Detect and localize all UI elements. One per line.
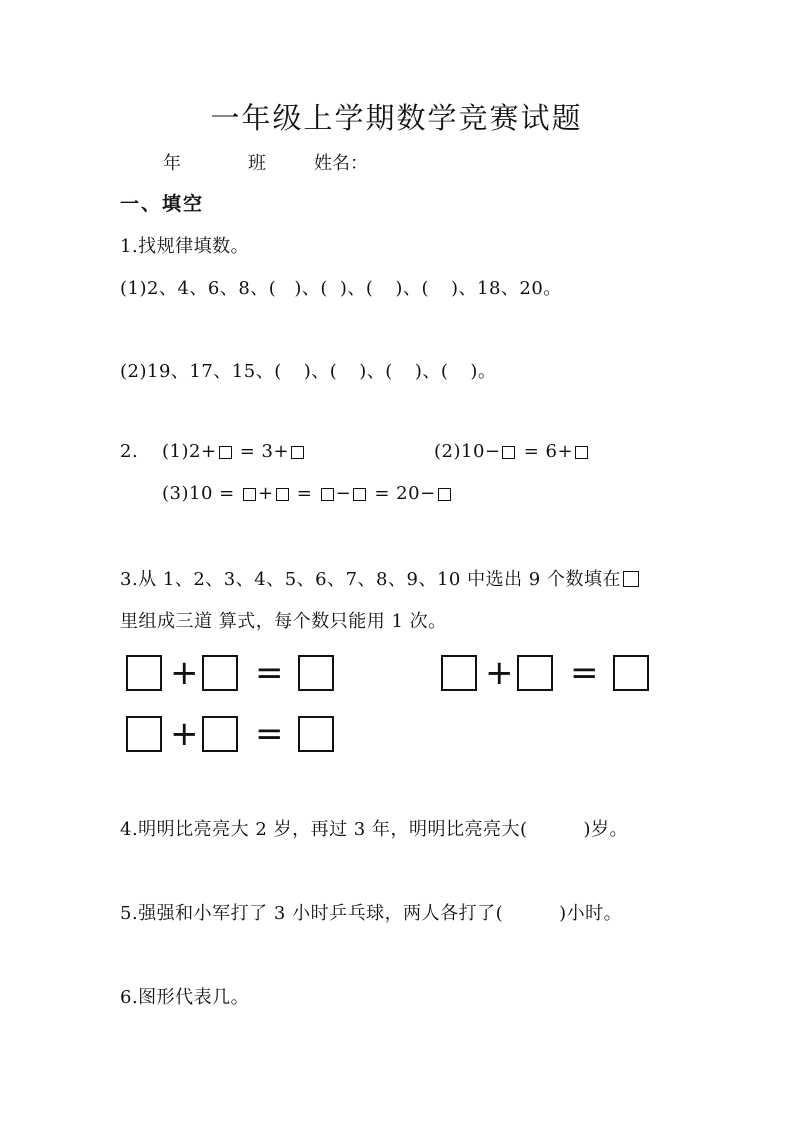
page-title: 一年级上学期数学竞赛试题 [210,101,583,135]
q5 [120,899,622,925]
q2-part1-left: (1)2+ [162,441,217,462]
q2-number: 2. [120,441,139,462]
answer-box[interactable] [298,716,334,752]
answer-box[interactable] [219,446,232,459]
answer-box[interactable] [243,488,256,501]
plus-sign: + [485,653,514,693]
q1-part1-sep1: )、( [294,278,328,299]
q3-line1-text: 3.从 1、2、3、4、5、6、7、8、9、10 中选出 9 个数填在 [120,569,621,590]
q1-part2-sep2: )、( [359,361,393,382]
q2-part2-right: = 6+ [517,441,574,462]
answer-box[interactable] [126,655,162,691]
answer-box[interactable] [575,446,588,459]
answer-box[interactable] [202,716,238,752]
answer-box[interactable] [517,655,553,691]
equals-sign: = [255,714,284,754]
q2-part3-e: = 20− [368,483,436,504]
plus-sign: + [170,653,199,693]
answer-box[interactable] [202,655,238,691]
q2-part3-d: − [335,483,352,504]
q1-stem: 1.找规律填数。 [120,236,250,257]
answer-box[interactable] [291,446,304,459]
answer-box[interactable] [321,488,334,501]
q1-part2-sep3: )、( [414,361,449,382]
q4 [120,815,628,841]
answer-box[interactable] [276,488,289,501]
q2-part2-left: (2)10− [434,441,501,462]
section-heading-fill-blanks: 一、填空 [120,193,205,215]
q1-part2-end: )。 [470,361,497,382]
q2-part3 [162,483,453,504]
answer-box[interactable] [298,655,334,691]
q3-line2: 里组成三道 算式，每个数只能用 1 次。 [120,611,447,632]
class-label: 班 [248,153,266,174]
name-label: 姓名： [314,153,368,174]
answer-box-icon [623,571,639,587]
q2-part2 [434,441,590,462]
answer-box[interactable] [502,446,515,459]
answer-box[interactable] [441,655,477,691]
answer-box[interactable] [353,488,366,501]
q6: 6.图形代表几。 [120,987,250,1008]
q2-part3-c: = [290,483,319,504]
equals-sign: = [570,653,599,693]
q1-part2-sep1: )、( [303,361,338,382]
q3-line1 [120,565,641,591]
grade-label: 年 [163,153,181,174]
q2-part1 [162,441,306,462]
answer-box[interactable] [613,655,649,691]
q1-part1-end: )、18、20。 [450,278,562,299]
q4-end: )岁。 [583,819,629,840]
plus-sign: + [170,714,199,754]
q1-part1-sep3: )、( [395,278,429,299]
q1-part1 [120,274,562,300]
answer-box[interactable] [126,716,162,752]
q1-part2 [120,357,496,383]
q5-end: )小时。 [559,903,623,924]
q2-part1-right: = 3+ [233,441,290,462]
q1-part1-start: (1)2、4、6、8、( [120,278,277,299]
q2-part3-b: + [257,483,274,504]
q5-text: 5.强强和小军打了 3 小时乒乓球，两人各打了( [120,903,504,924]
q1-part2-start: (2)19、17、15、( [120,361,282,382]
equals-sign: = [255,653,284,693]
q2-part3-a: (3)10 = [162,483,241,504]
q4-text: 4.明明比亮亮大 2 岁，再过 3 年，明明比亮亮大( [120,819,528,840]
answer-box[interactable] [438,488,451,501]
q1-part1-sep2: )、( [339,278,374,299]
